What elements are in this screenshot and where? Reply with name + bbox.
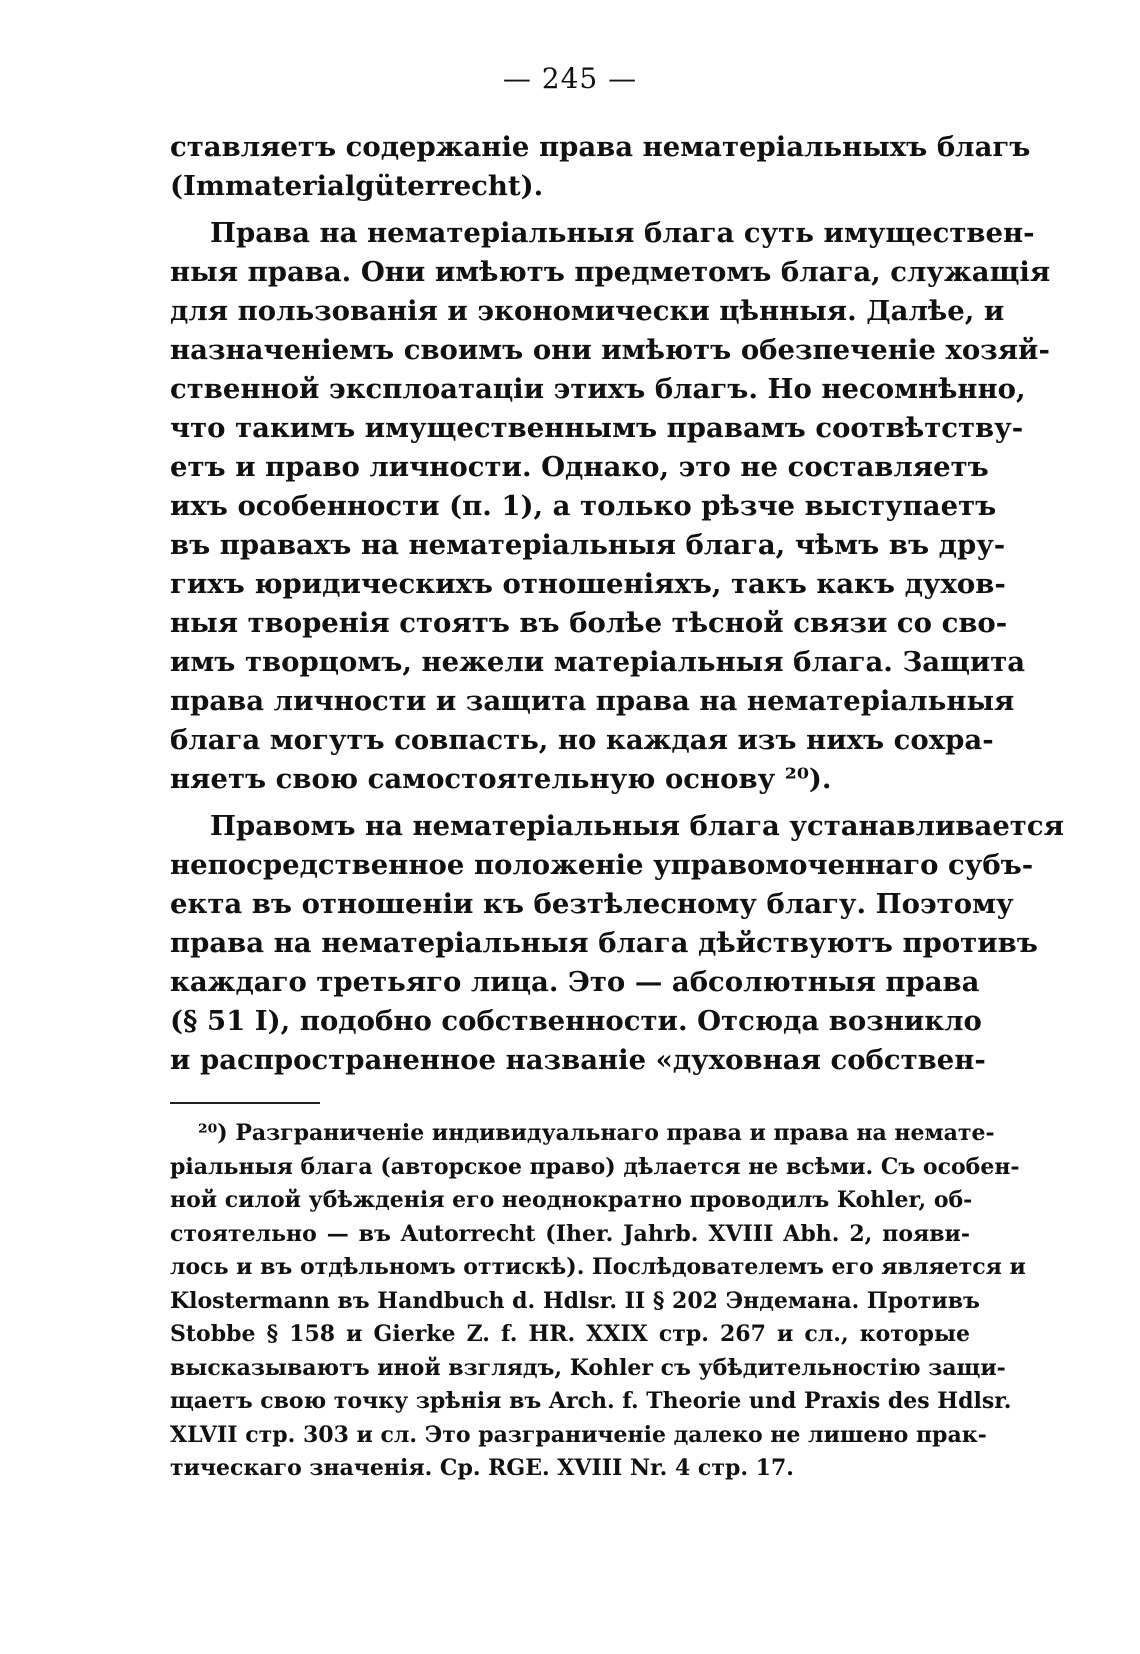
text-line: непосредственное положеніе управомоченнаго субъ-: [170, 849, 1034, 881]
footnote-line: высказываютъ иной взглядъ, Kohler съ убѣдительностію защи-: [170, 1354, 1006, 1381]
footnote-divider: [170, 1102, 320, 1104]
footnote-line: тическаго значенія. Ср. RGE. XVIII Nr. 4 стр. 17.: [170, 1455, 794, 1481]
text-line: екта въ отношеніи къ безтѣлесному благу. Поэтому: [170, 888, 1014, 920]
footnote-line: Klostermann въ Handbuch d. Hdlsr. II § 202 Эндемана. Противъ: [170, 1287, 980, 1314]
text-line: въ правахъ на нематеріальныя блага, чѣмъ въ дру-: [170, 529, 1006, 561]
text-line: гихъ юридическихъ отношеніяхъ, такъ какъ духов-: [170, 568, 1006, 600]
text-line: назначеніемъ своимъ они имѣютъ обезпеченіе хозяй-: [170, 334, 1050, 366]
text-line: ственной эксплоатаціи этихъ благъ. Но несомнѣнно,: [170, 373, 1026, 405]
text-line: (Immaterialgüterrecht).: [170, 170, 544, 202]
page-number: — 245 —: [502, 62, 638, 95]
text-line: для пользованія и экономически цѣнныя. Далѣе, и: [170, 295, 1005, 327]
footnote-line: ріальныя блага (авторское право) дѣлается не всѣми. Съ особен-: [170, 1153, 1020, 1180]
footnote-line: ²⁰) Разграниченіе индивидуальнаго права и права на немате-: [198, 1120, 995, 1146]
text-line: Правомъ на нематеріальныя блага устанавливается: [210, 810, 1064, 842]
text-line: няетъ свою самостоятельную основу ²⁰).: [170, 763, 832, 795]
text-line: что такимъ имущественнымъ правамъ соотвѣтству-: [170, 412, 1024, 444]
main-text: [170, 128, 1064, 1080]
footnote-line: щаетъ свою точку зрѣнія въ Arch. f. Theorie und Praxis des Hdlsr.: [170, 1388, 1012, 1414]
text-line: етъ и право личности. Однако, это не составляетъ: [170, 451, 989, 483]
text-line: ныя права. Они имѣютъ предметомъ блага, служащія: [170, 256, 1051, 288]
text-line: и распространенное названіе «духовная собствен-: [170, 1044, 986, 1076]
text-line: ныя творенія стоятъ въ болѣе тѣсной связи со сво-: [170, 607, 1008, 639]
text-line: блага могутъ совпасть, но каждая изъ нихъ сохра-: [170, 724, 994, 756]
text-line: каждаго третьяго лица. Это — абсолютныя права: [170, 966, 980, 998]
footnote-line: XLVII стр. 303 и сл. Это разграниченіе далеко не лишено прак-: [170, 1421, 987, 1448]
text-line: права личности и защита права на нематеріальныя: [170, 685, 1015, 717]
text-line: ставляетъ содержаніе права нематеріальныхъ благъ: [170, 131, 1031, 163]
footnote: [170, 1117, 1026, 1486]
footnote-line: ной силой убѣжденія его неоднократно проводилъ Kohler, об-: [170, 1187, 973, 1213]
footnote-line: стоятельно — въ Autorrecht (Iher. Jahrb. XVIII Abh. 2, появи-: [170, 1220, 970, 1247]
footnote-line: лось и въ отдѣльномъ оттискѣ). Послѣдователемъ его является и: [170, 1254, 1026, 1280]
text-line: права на нематеріальныя блага дѣйствуютъ противъ: [170, 927, 1038, 959]
text-line: (§ 51 I), подобно собственности. Отсюда возникло: [170, 1005, 982, 1037]
text-line: имъ творцомъ, нежели матеріальныя блага. Защита: [170, 646, 1026, 678]
text-line: ихъ особенности (п. 1), а только рѣзче выступаетъ: [170, 490, 997, 522]
text-line: Права на нематеріальныя блага суть имуществен-: [210, 217, 1035, 249]
footnote-line: Stobbe § 158 и Gierke Z. f. HR. XXIX стр. 267 и сл., которые: [170, 1321, 970, 1347]
